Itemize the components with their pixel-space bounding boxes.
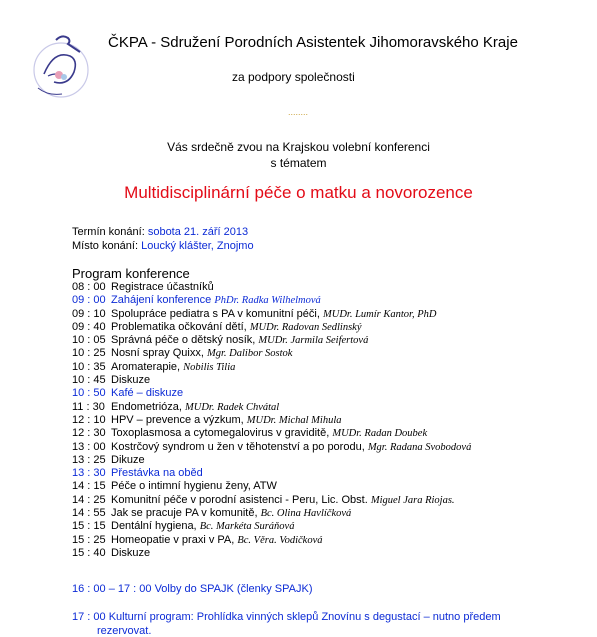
place-label: Místo konání: — [72, 240, 142, 252]
schedule-time: 13 : 25 — [72, 453, 106, 466]
schedule-row — [72, 281, 592, 294]
voting-line: 16 : 00 – 17 : 00 Volby do SPAJK (členky SPAJK) — [72, 583, 313, 595]
schedule-topic: Kostrčový syndrom u žen v těhotenství a po porodu, — [111, 440, 365, 453]
schedule-speaker: Nobilis Tilia — [183, 361, 236, 373]
schedule-topic: Péče o intimní hygienu ženy, ATW — [111, 480, 277, 493]
schedule-topic: Dentální hygiena, — [111, 520, 197, 533]
program-heading: Program konference — [72, 266, 190, 281]
schedule-row — [72, 480, 592, 493]
date-line — [72, 226, 248, 238]
invitation-line-2: s tématem — [270, 156, 327, 170]
schedule-time: 10 : 35 — [72, 360, 106, 373]
schedule-time: 14 : 25 — [72, 493, 106, 506]
schedule-time: 10 : 45 — [72, 374, 106, 387]
support-line: za podpory společnosti — [232, 70, 355, 84]
place-value: Loucký klášter, Znojmo — [141, 240, 254, 252]
schedule-row — [72, 547, 592, 560]
schedule-row — [72, 414, 592, 427]
schedule-row — [72, 507, 592, 520]
schedule-time: 10 : 25 — [72, 347, 106, 360]
schedule-speaker: Bc. Markéta Suráňová — [199, 521, 295, 533]
schedule-time: 10 : 05 — [72, 334, 106, 347]
schedule-topic: Registrace účastníků — [111, 281, 214, 293]
schedule-speaker: PhDr. Radka Wilhelmová — [214, 295, 321, 307]
schedule-speaker: MUDr. Lumír Kantor, PhD — [322, 308, 437, 320]
schedule-time: 13 : 30 — [72, 467, 106, 480]
schedule-speaker: MUDr. Radovan Sedlinský — [249, 321, 362, 333]
schedule-time: 09 : 00 — [72, 294, 106, 307]
schedule-topic: Diskuze — [111, 546, 151, 559]
date-label: Termín konání: — [72, 226, 148, 238]
schedule-row — [72, 401, 592, 414]
schedule-row — [72, 334, 592, 347]
schedule-row — [72, 534, 592, 547]
schedule-topic: Správná péče o dětský nosík, — [111, 334, 256, 347]
schedule-time: 12 : 10 — [72, 413, 106, 426]
schedule-row — [72, 361, 592, 374]
schedule-row — [72, 308, 592, 321]
schedule-row — [72, 374, 592, 387]
stork-logo — [26, 30, 96, 102]
culture-line-2: rezervovat. — [97, 625, 152, 637]
schedule-row — [72, 347, 592, 360]
schedule-time: 09 : 40 — [72, 320, 106, 333]
schedule-speaker: MUDr. Jarmila Seifertová — [258, 335, 369, 347]
schedule-speaker: MUDr. Radan Doubek — [332, 428, 428, 440]
schedule-topic: Spolupráce pediatra s PA v komunitní péči, — [111, 307, 320, 320]
schedule-time: 13 : 00 — [72, 440, 106, 453]
culture-line-1: 17 : 00 Kulturní program: Prohlídka vinných sklepů Znovínu s degustací – nutno předem — [72, 611, 501, 623]
schedule-topic: HPV – prevence a výzkum, — [111, 413, 244, 426]
schedule-topic: Diskuze — [111, 374, 151, 387]
schedule-row — [72, 321, 592, 334]
schedule-speaker: Bc. Věra. Vodičková — [237, 534, 323, 546]
conference-title: Multidisciplinární péče o matku a novorozence — [124, 183, 473, 202]
schedule-time: 09 : 10 — [72, 307, 106, 320]
schedule-speaker: Mgr. Radana Svobodová — [367, 441, 472, 453]
schedule-topic: Toxoplasmosa a cytomegalovirus v graviditě, — [111, 427, 330, 440]
schedule-speaker: MUDr. Radek Chvátal — [185, 401, 280, 413]
schedule-topic: Endometrióza, — [111, 400, 182, 413]
schedule-time: 11 : 30 — [72, 400, 105, 413]
schedule-topic: Dikuze — [111, 453, 145, 466]
schedule-time: 15 : 40 — [72, 546, 106, 559]
schedule-list — [72, 281, 592, 560]
place-line — [72, 240, 254, 252]
schedule-topic: Jak se pracuje PA v komunitě, — [111, 507, 258, 520]
schedule-time: 10 : 50 — [72, 387, 106, 400]
date-value: sobota 21. září 2013 — [147, 226, 249, 238]
schedule-time: 12 : 30 — [72, 427, 106, 440]
schedule-time: 14 : 55 — [72, 507, 106, 520]
schedule-speaker: Miguel Jara Riojas. — [370, 494, 455, 506]
schedule-row — [72, 494, 592, 507]
schedule-time: 15 : 25 — [72, 533, 106, 546]
sponsor-placeholder: ........ — [288, 107, 309, 117]
schedule-row — [72, 467, 592, 480]
schedule-row — [72, 294, 592, 307]
schedule-topic: Zahájení konference — [111, 294, 212, 307]
organization-title: ČKPA - Sdružení Porodních Asistentek Jihomoravského Kraje — [108, 34, 518, 51]
schedule-topic: Problematika očkování dětí, — [111, 320, 247, 333]
schedule-topic: Aromaterapie, — [111, 360, 181, 373]
schedule-time: 08 : 00 — [72, 281, 106, 293]
schedule-time: 14 : 15 — [72, 480, 106, 493]
schedule-row — [72, 454, 592, 467]
schedule-row — [72, 520, 592, 533]
schedule-speaker: Bc. Olina Havlíčková — [260, 508, 352, 520]
schedule-speaker: Mgr. Dalibor Sostok — [206, 348, 293, 360]
schedule-speaker: MUDr. Michal Mihula — [246, 414, 342, 426]
schedule-row — [72, 387, 592, 400]
schedule-time: 15 : 15 — [72, 520, 106, 533]
schedule-topic: Kafé – diskuze — [111, 387, 184, 400]
schedule-topic: Homeopatie v praxi v PA, — [111, 533, 235, 546]
schedule-topic: Nosní spray Quixx, — [111, 347, 204, 360]
schedule-row — [72, 427, 592, 440]
invitation-line-1: Vás srdečně zvou na Krajskou volební konferenci — [167, 140, 430, 154]
schedule-topic: Komunitní péče v porodní asistenci - Peru, Lic. Obst. — [111, 493, 368, 506]
schedule-topic: Přestávka na oběd — [111, 467, 203, 480]
schedule-row — [72, 441, 592, 454]
